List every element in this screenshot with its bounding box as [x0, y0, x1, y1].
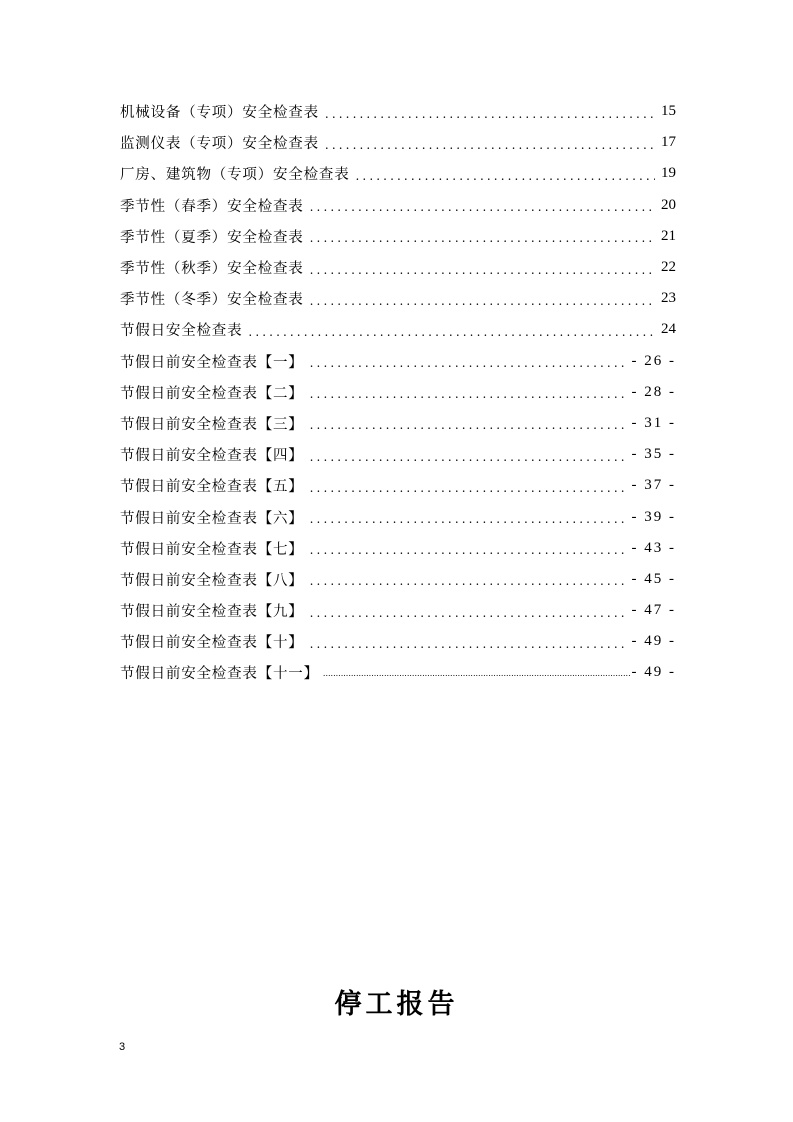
- toc-entry-title: 节假日前安全检查表【四】: [120, 448, 304, 465]
- table-of-contents: [120, 96, 676, 689]
- toc-entry-title: 节假日前安全检查表【七】: [120, 541, 304, 558]
- toc-entry-title: 节假日前安全检查表【二】: [120, 385, 304, 402]
- toc-entry-page: - 49 -: [631, 664, 676, 681]
- toc-entry-page: - 31 -: [631, 414, 676, 431]
- toc-entry[interactable]: [120, 346, 676, 377]
- page-number: 3: [119, 1041, 126, 1053]
- toc-entry-title: 节假日前安全检查表【一】: [120, 354, 304, 371]
- toc-entry-title: 季节性（夏季）安全检查表: [120, 229, 304, 246]
- toc-dot-leader: [325, 108, 655, 120]
- toc-entry[interactable]: [120, 501, 676, 532]
- toc-entry-page: 20: [661, 196, 676, 213]
- toc-entry-title: 节假日前安全检查表【九】: [120, 604, 304, 621]
- toc-entry-title: 节假日前安全检查表【八】: [120, 572, 304, 589]
- toc-entry-title: 厂房、建筑物（专项）安全检查表: [120, 167, 350, 184]
- toc-entry-page: - 37 -: [631, 477, 676, 494]
- toc-entry-title: 机械设备（专项）安全检查表: [120, 105, 319, 122]
- toc-entry-title: 季节性（秋季）安全检查表: [120, 261, 304, 278]
- toc-dot-leader: [310, 264, 655, 276]
- toc-entry-title: 季节性（冬季）安全检查表: [120, 292, 304, 309]
- toc-entry-title: 节假日安全检查表: [120, 323, 243, 340]
- toc-dot-leader: [310, 607, 626, 619]
- toc-entry-title: 节假日前安全检查表【六】: [120, 510, 304, 527]
- toc-entry[interactable]: [120, 221, 676, 252]
- toc-entry-page: - 35 -: [631, 446, 676, 463]
- toc-entry-page: 24: [661, 321, 676, 338]
- report-title: 停工报告: [334, 989, 459, 1020]
- toc-entry[interactable]: [120, 564, 676, 595]
- toc-entry-page: 19: [661, 165, 676, 182]
- toc-entry-title: 节假日前安全检查表【十一】: [120, 666, 319, 683]
- toc-entry[interactable]: [120, 470, 676, 501]
- toc-entry-page: 17: [661, 134, 676, 151]
- toc-entry[interactable]: [120, 283, 676, 314]
- toc-entry-page: 15: [661, 103, 676, 120]
- toc-entry[interactable]: [120, 533, 676, 564]
- toc-dot-leader: [310, 295, 655, 307]
- toc-dot-leader: [310, 544, 626, 556]
- toc-dot-leader: [310, 419, 626, 431]
- toc-dot-leader: [310, 513, 626, 525]
- toc-entry-page: - 43 -: [631, 539, 676, 556]
- toc-dot-leader: [356, 170, 656, 182]
- toc-dot-leader: [248, 326, 655, 338]
- toc-dot-leader: [310, 638, 626, 650]
- toc-dot-leader: [310, 451, 626, 463]
- toc-entry[interactable]: [120, 314, 676, 345]
- toc-entry[interactable]: [120, 127, 676, 158]
- toc-entry[interactable]: [120, 158, 676, 189]
- toc-dot-leader: [323, 670, 630, 678]
- toc-entry-page: 22: [661, 259, 676, 276]
- toc-entry[interactable]: [120, 595, 676, 626]
- toc-entry[interactable]: [120, 626, 676, 657]
- toc-entry-page: - 39 -: [631, 508, 676, 525]
- toc-entry-page: - 49 -: [631, 633, 676, 650]
- toc-dot-leader: [310, 482, 626, 494]
- toc-entry[interactable]: [120, 252, 676, 283]
- toc-dot-leader: [310, 357, 626, 369]
- toc-dot-leader: [310, 201, 655, 213]
- toc-entry[interactable]: [120, 377, 676, 408]
- toc-entry[interactable]: [120, 657, 676, 688]
- toc-dot-leader: [310, 232, 655, 244]
- toc-entry[interactable]: [120, 190, 676, 221]
- toc-entry[interactable]: [120, 439, 676, 470]
- toc-entry-page: 23: [661, 290, 676, 307]
- toc-entry-page: - 47 -: [631, 602, 676, 619]
- toc-dot-leader: [310, 575, 626, 587]
- toc-dot-leader: [310, 388, 626, 400]
- toc-entry-title: 季节性（春季）安全检查表: [120, 198, 304, 215]
- toc-entry-page: - 28 -: [631, 383, 676, 400]
- toc-entry-title: 节假日前安全检查表【五】: [120, 479, 304, 496]
- toc-entry-page: - 45 -: [631, 570, 676, 587]
- toc-entry-title: 节假日前安全检查表【十】: [120, 635, 304, 652]
- toc-entry[interactable]: [120, 96, 676, 127]
- toc-entry-page: - 26 -: [631, 352, 676, 369]
- toc-entry-title: 节假日前安全检查表【三】: [120, 416, 304, 433]
- toc-entry[interactable]: [120, 408, 676, 439]
- toc-dot-leader: [325, 139, 655, 151]
- toc-entry-page: 21: [661, 227, 676, 244]
- toc-entry-title: 监测仪表（专项）安全检查表: [120, 136, 319, 153]
